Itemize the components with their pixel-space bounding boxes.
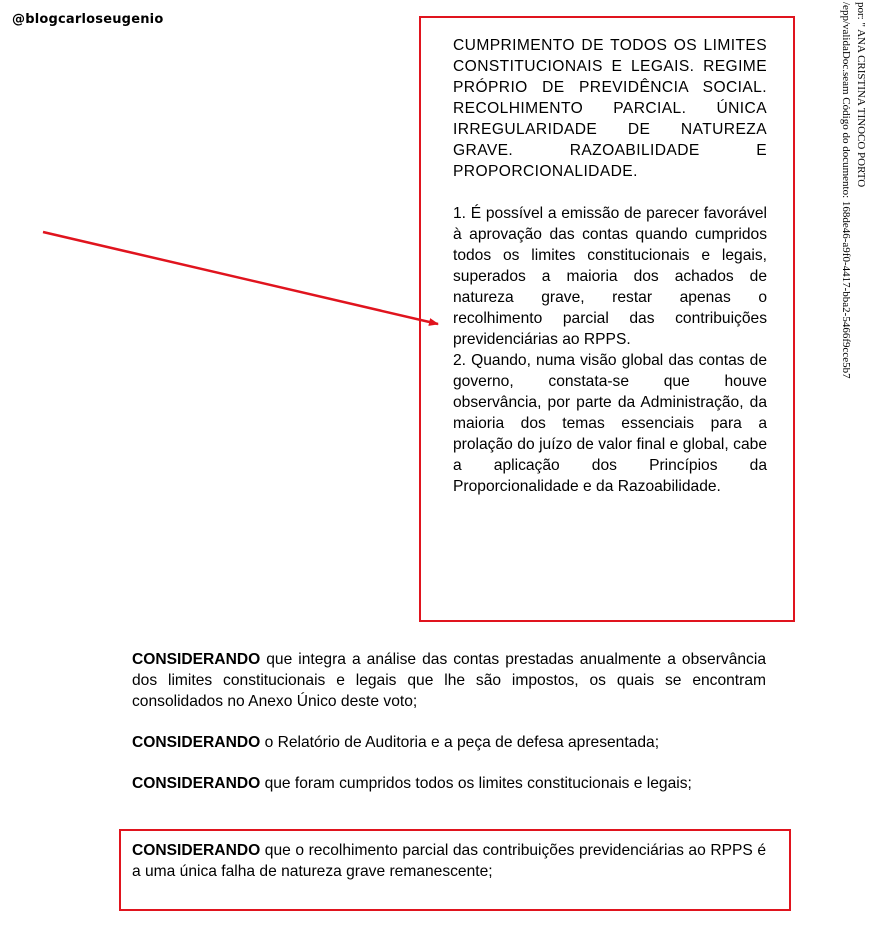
stamp-signer-line: por: " ANA CRISTINA TINOCO PORTO [855,2,867,188]
document-signature-stamp [836,0,876,440]
considerando-text: que integra a análise das contas prestadas anualmente a observância dos limites constitucionais e legais que lhe são impostos, os quais se encontram consolidados no Anexo Único deste voto; [132,651,766,710]
considerando-keyword: CONSIDERANDO [132,842,261,859]
considerando-text: que foram cumpridos todos os limites constitucionais e legais; [260,775,692,792]
considerando-3 [132,773,766,794]
considerando-text: o Relatório de Auditoria e a peça de defesa apresentada; [260,734,660,751]
considerando-keyword: CONSIDERANDO [132,651,261,668]
considerando-1 [132,649,766,712]
watermark: @blogcarloseugenio [12,12,164,27]
considerando-keyword: CONSIDERANDO [132,734,261,751]
considerando-text: que o recolhimento parcial das contribuições previdenciárias ao RPPS é a uma única falha de natureza grave remanescente; [132,842,766,880]
ementa-heading: CUMPRIMENTO DE TODOS OS LIMITES CONSTITUCIONAIS E LEGAIS. REGIME PRÓPRIO DE PREVIDÊNCIA SOCIAL. RECOLHIMENTO PARCIAL. ÚNICA IRREGULARIDADE DE NATUREZA GRAVE. RAZOABILIDADE E PROPORCIONALIDADE. [453,37,767,180]
considerando-4 [132,840,766,882]
considerando-2 [132,732,766,753]
considerandos [132,649,766,814]
ementa-item-2: 2. Quando, numa visão global das contas de governo, constata-se que houve observância, por parte da Administração, da maioria dos temas essenciais para a prolação do juízo de valor final e global, cabe a aplicação dos Princípios da Proporcionalidade e da Razoabilidade. [453,352,767,495]
stamp-code-line: /epp/validaDoc.seam Código do documento: 168de46-a9f0-4417-bba2-5466f9cce5b7 [840,2,852,379]
ementa [453,35,767,497]
considerando-keyword: CONSIDERANDO [132,775,261,792]
ementa-item-1: 1. É possível a emissão de parecer favorável à aprovação das contas quando cumpridos todos os limites constitucionais e legais, superados a maioria dos achados de natureza grave, restar apenas o recolhimento parcial das contribuições previdenciárias ao RPPS. [453,205,767,348]
